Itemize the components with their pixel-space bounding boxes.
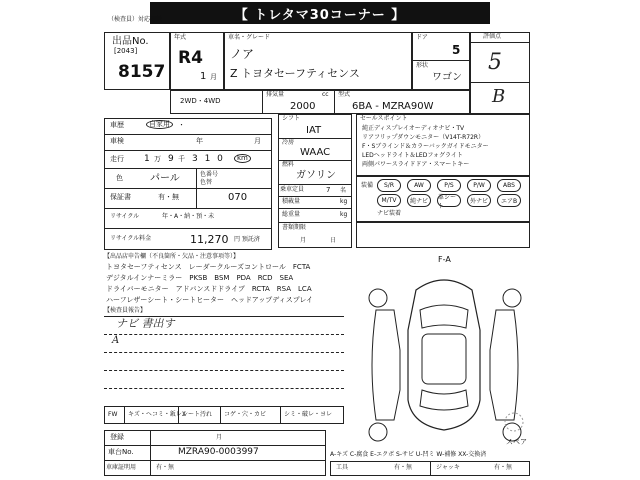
- mileage-rest: 3 1 0: [192, 154, 225, 164]
- expiry-day: 日: [330, 237, 337, 244]
- notes-line-3: ドライバーモニター アドバンスドドライブ RCTA RSA LCA: [106, 285, 312, 293]
- recycle-options: 年・A・納・預・未: [162, 213, 215, 220]
- mileage-sen: 9: [168, 154, 174, 164]
- fw-item-1: キズ・ヘコミ・鈑レX: [128, 411, 186, 418]
- color-value: パール: [150, 173, 180, 184]
- score-interior: B: [492, 86, 506, 107]
- displacement-value: 2000: [290, 101, 316, 112]
- usage-value: 自家用: [146, 120, 173, 129]
- type-value: 6BA - MZRA90W: [352, 101, 434, 112]
- mileage-unit: km: [234, 154, 251, 163]
- info-box: [104, 118, 272, 250]
- fw-label: FW: [108, 411, 118, 418]
- year-era: R4: [178, 48, 203, 68]
- equipment-label: 装備: [361, 182, 374, 189]
- jack-label: ジャッキ: [436, 464, 460, 471]
- equip-ps: P/S: [437, 179, 461, 192]
- equipment-box: [356, 176, 530, 222]
- diagram-spare-label: スペア: [506, 438, 527, 446]
- model-name: ノア: [230, 47, 255, 61]
- drive-options: 2WD・4WD: [180, 97, 221, 105]
- color-label: 色: [116, 174, 123, 182]
- weight-label: 総重量: [282, 211, 301, 218]
- equip-airbag: エアB: [497, 194, 521, 207]
- equip-leather: 革シート: [437, 194, 461, 207]
- usage-tail: ・: [178, 121, 185, 129]
- capacity-value: 7: [326, 186, 331, 194]
- fuel-label: 燃料: [282, 161, 295, 168]
- tools-label: 工具: [336, 464, 349, 471]
- fuel-value: ガソリン: [296, 170, 336, 181]
- damage-legend: A-キズ C-腐食 E-エクボ S-サビ U-凹ミ W-補修 XX-交換済: [330, 451, 487, 458]
- reg-month: 月: [216, 434, 223, 441]
- garage-label: 車庫証明用: [106, 464, 137, 471]
- notes-line-4: ハーフレザーシート・シートヒーター ヘッドアップディスプレイ: [106, 296, 314, 304]
- score-value: 5: [488, 50, 502, 75]
- sales-point-5: 両側パワースライドドア・スマートキー: [362, 161, 470, 168]
- expiry-month: 月: [300, 237, 307, 244]
- year-month: 1: [200, 71, 207, 82]
- notes-line-2: デジタルインナーミラー PKSB BSM PDA RCD SEA: [106, 274, 294, 282]
- garage-options: 有・無: [156, 464, 175, 471]
- color-no: 070: [228, 192, 248, 203]
- equip-oem-navi: 純ナビ: [407, 194, 431, 207]
- equip-pw: P/W: [467, 179, 491, 192]
- inspector-header: 【検査員報告】: [104, 307, 147, 314]
- model-label: 車名・グレード: [228, 34, 271, 41]
- year-month-unit: 月: [210, 73, 217, 81]
- chassis-label: 車台No.: [108, 448, 134, 456]
- load-label: 積載量: [282, 198, 301, 205]
- capacity-unit: 名: [340, 187, 347, 194]
- inspector-note-2: A: [112, 335, 120, 346]
- equip-ext-navi: 外ナビ: [467, 194, 491, 207]
- score-label: 評価点: [483, 33, 502, 40]
- corner-banner: 【 トレタマ30コーナー 】: [150, 2, 490, 24]
- jack-value: 有・無: [494, 464, 513, 471]
- body-type-value: ワゴン: [432, 72, 462, 83]
- capacity-label: 乗車定員: [280, 186, 305, 193]
- equip-mtv: M/TV: [377, 194, 401, 207]
- inspection-label: 車検: [110, 137, 124, 145]
- equip-sr: S/R: [377, 179, 401, 192]
- body-type-label: 形状: [416, 62, 429, 69]
- recycle-label: リサイクル: [110, 213, 140, 220]
- top-label: （検査員）対応用紙: [108, 16, 163, 23]
- shift-value: IAT: [306, 125, 322, 136]
- warranty-value: 有・無: [158, 193, 179, 201]
- chassis-value: MZRA90-0003997: [178, 447, 259, 457]
- mileage-man-unit: 万: [154, 155, 161, 163]
- shift-label: シフト: [282, 115, 301, 122]
- mileage-man: 1: [144, 154, 150, 164]
- tools-value: 有・無: [394, 464, 413, 471]
- equip-abs: ABS: [497, 179, 521, 192]
- car-damage-diagram: [356, 250, 534, 450]
- fw-item-3: コゲ・穴・カビ: [224, 411, 267, 418]
- type-label: 型式: [338, 91, 351, 98]
- color-change-label: 色替: [200, 179, 213, 186]
- color-no-label: 色番号: [200, 171, 219, 178]
- sales-points-label: セールスポイント: [360, 115, 408, 122]
- fw-item-4: シミ・破レ・ヨレ: [284, 411, 333, 418]
- doors-value: 5: [452, 43, 461, 57]
- sales-point-3: F・Sブラインド＆カラーバックガイドモニター: [362, 143, 489, 150]
- year-label: 年式: [174, 34, 187, 41]
- sales-point-2: リアフリップダウンモニター（V14T-R72R）: [362, 134, 485, 141]
- inspection-year: 年: [196, 137, 203, 145]
- warranty-label: 保証書: [110, 193, 131, 201]
- recycle-fee-value: 11,270: [190, 233, 229, 246]
- notes-header: 【出品店申告欄（不良箇所・欠品・注意事項等）】: [104, 253, 240, 260]
- displacement-label: 排気量: [266, 91, 285, 98]
- sales-point-1: 純正ディスプレイオーディオナビ・TV: [362, 125, 465, 132]
- notes-line-1: トヨタセーフティセンス レーダークルーズコントロール FCTA: [106, 263, 311, 271]
- doors-label: ドア: [416, 34, 428, 41]
- model-grade: Z トヨタセーフティセンス: [230, 67, 360, 80]
- fw-item-2: シート汚れ: [182, 411, 213, 418]
- ac-value: WAAC: [300, 147, 331, 158]
- mileage-label: 走行: [110, 155, 124, 163]
- equipment-extra-box: [356, 222, 530, 248]
- lot-number: 8157: [118, 62, 166, 82]
- reg-label: 登録: [110, 433, 124, 441]
- displacement-unit: cc: [322, 91, 329, 98]
- weight-unit: kg: [340, 211, 348, 218]
- usage-label: 車歴: [110, 121, 124, 129]
- lot-prefix: [2043]: [114, 47, 138, 55]
- sales-point-4: LEDヘッドライト＆LEDフォグライト: [362, 152, 463, 159]
- recycle-fee-unit: 円 預託済: [234, 236, 260, 243]
- inspector-note-1: ナビ 書出す: [116, 317, 175, 330]
- equip-navi-fitted: ナビ装着: [377, 210, 402, 217]
- mileage-sen-unit: 千: [178, 155, 185, 163]
- inspection-month: 月: [254, 137, 261, 145]
- lot-label: 出品No.: [112, 36, 149, 47]
- ac-label: 冷房: [282, 139, 295, 146]
- expiry-label: 書類期限: [282, 224, 307, 231]
- load-unit: kg: [340, 198, 348, 205]
- equip-aw: AW: [407, 179, 431, 192]
- diagram-front-label: F-A: [438, 255, 451, 264]
- recycle-fee-label: リサイクル料金: [110, 235, 152, 242]
